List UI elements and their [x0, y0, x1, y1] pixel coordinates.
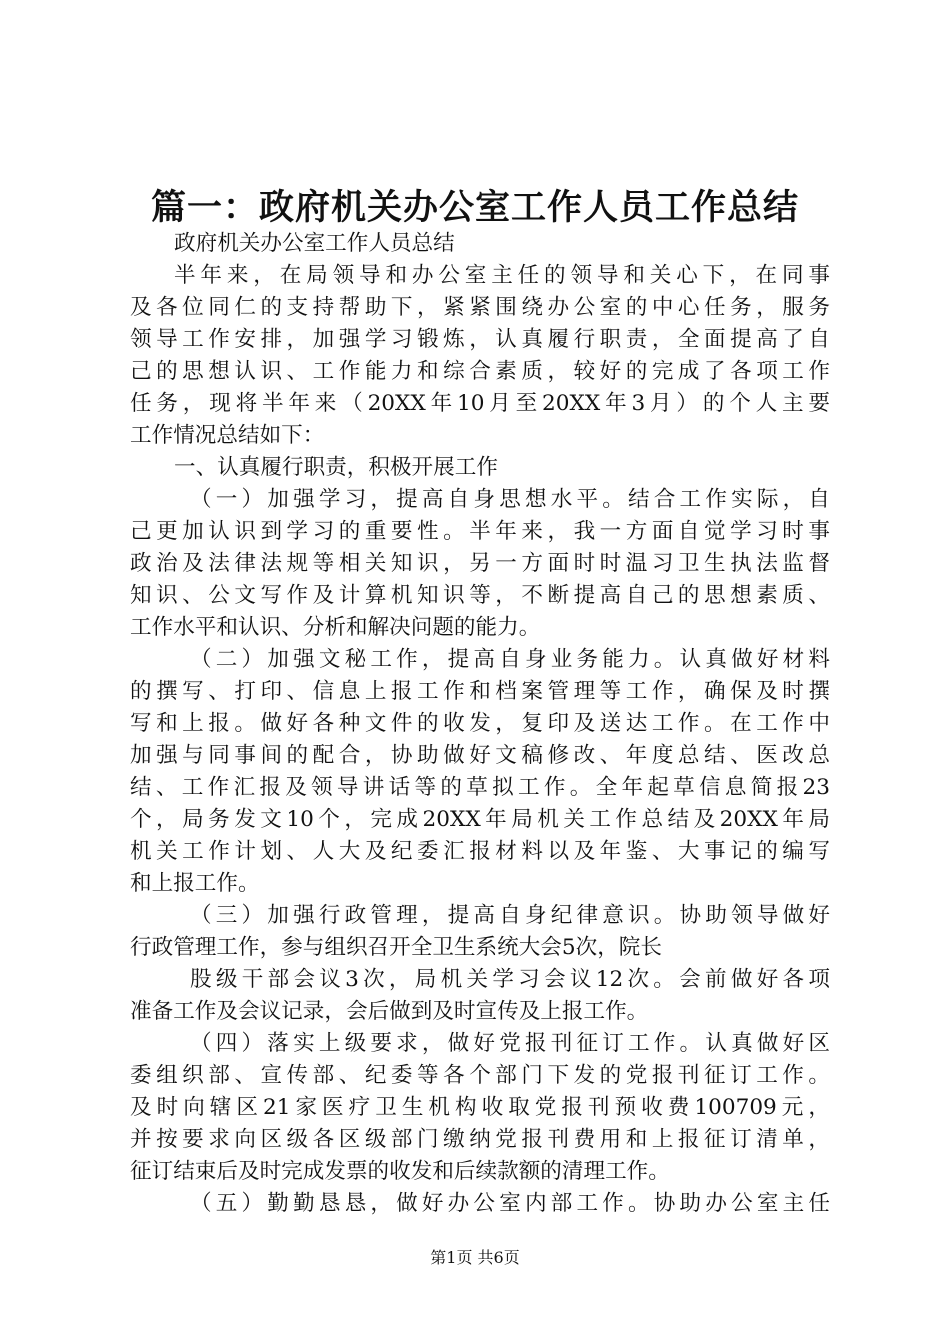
document-title: 篇一：政府机关办公室工作人员工作总结: [150, 187, 799, 228]
text-line: 委组织部、宣传部、纪委等各个部门下发的党报刊征订工作。: [130, 1063, 830, 1088]
text-line: （二）加强文秘工作，提高自身业务能力。认真做好材料: [190, 647, 830, 672]
text-line: 加强与同事间的配合，协助做好文稿修改、年度总结、医改总: [130, 743, 830, 768]
text-line: 知识、公文写作及计算机知识等，不断提高自己的思想素质、: [130, 583, 830, 608]
page-footer: 第1页 共6页: [430, 1248, 520, 1267]
text-line: 一、认真履行职责，积极开展工作: [174, 455, 498, 480]
text-line: 半年来，在局领导和办公室主任的领导和关心下，在同事: [174, 263, 830, 288]
text-line: （三）加强行政管理，提高自身纪律意识。协助领导做好: [190, 903, 830, 928]
text-line: （一）加强学习，提高自身思想水平。结合工作实际，自: [190, 487, 830, 512]
text-line: 及各位同仁的支持帮助下，紧紧围绕办公室的中心任务，服务: [130, 295, 830, 320]
text-line: 结、工作汇报及领导讲话等的草拟工作。全年起草信息简报23: [130, 775, 830, 800]
text-line: 和上报工作。: [130, 871, 260, 896]
text-line: 政府机关办公室工作人员总结: [174, 231, 455, 256]
text-line: 个，局务发文10个，完成20XX年局机关工作总结及20XX年局: [130, 807, 830, 832]
text-line: 己的思想认识、工作能力和综合素质，较好的完成了各项工作: [130, 359, 830, 384]
text-line: 工作水平和认识、分析和解决问题的能力。: [130, 615, 541, 640]
text-line: 工作情况总结如下：: [130, 423, 325, 448]
text-line: （四）落实上级要求，做好党报刊征订工作。认真做好区: [190, 1031, 830, 1056]
text-line: （五）勤勤恳恳，做好办公室内部工作。协助办公室主任: [190, 1191, 830, 1216]
text-line: 行政管理工作，参与组织召开全卫生系统大会5次，院长: [130, 935, 662, 960]
text-line: 政治及法律法规等相关知识，另一方面时时温习卫生执法监督: [130, 551, 830, 576]
text-line: 的撰写、打印、信息上报工作和档案管理等工作，确保及时撰: [130, 679, 830, 704]
text-line: 征订结束后及时完成发票的收发和后续款额的清理工作。: [130, 1159, 670, 1184]
text-line: 任务，现将半年来（20XX年10月至20XX年3月）的个人主要: [130, 391, 830, 416]
document-body: [130, 228, 830, 1220]
text-line: 写和上报。做好各种文件的收发，复印及送达工作。在工作中: [130, 711, 830, 736]
text-line: 股级干部会议3次，局机关学习会议12次。会前做好各项: [190, 967, 830, 992]
text-line: 领导工作安排，加强学习锻炼，认真履行职责，全面提高了自: [130, 327, 830, 352]
text-line: 准备工作及会议记录，会后做到及时宣传及上报工作。: [130, 999, 649, 1024]
text-line: 机关工作计划、人大及纪委汇报材料以及年鉴、大事记的编写: [130, 839, 830, 864]
text-line: 并按要求向区级各区级部门缴纳党报刊费用和上报征订清单，: [130, 1127, 830, 1152]
text-line: 己更加认识到学习的重要性。半年来，我一方面自觉学习时事: [130, 519, 830, 544]
text-line: 及时向辖区21家医疗卫生机构收取党报刊预收费100709元，: [130, 1095, 830, 1120]
